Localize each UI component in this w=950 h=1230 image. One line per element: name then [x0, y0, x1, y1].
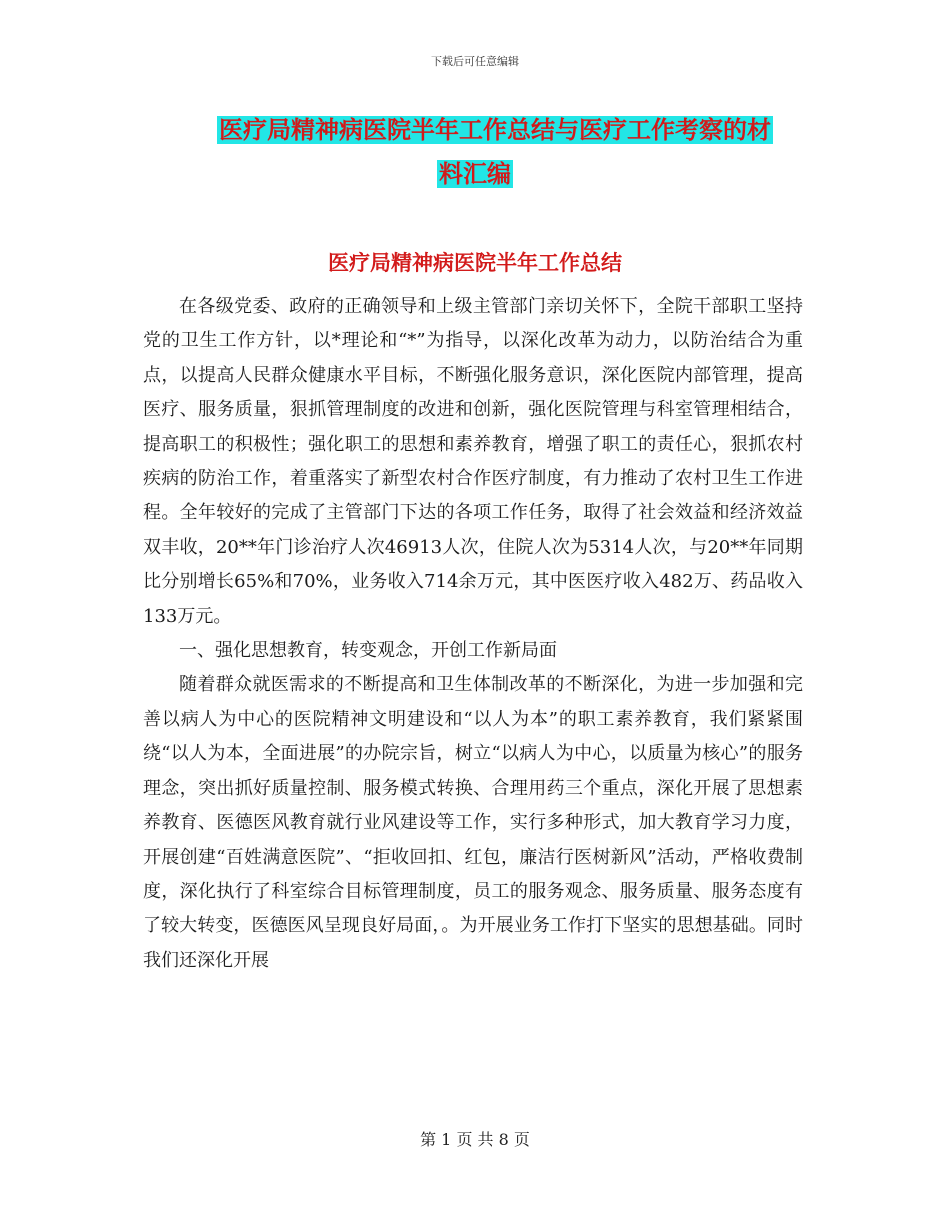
paragraph-heading-1: 一、强化思想教育，转变观念，开创工作新局面	[179, 640, 557, 662]
paragraph-2: 随着群众就医需求的不断提高和卫生体制改革的不断深化，为进一步加强和完善以病人为中心的医院精神文明建设和“以人为本”的职工素养教育，我们紧紧围绕“以人为本，全面进展”的办院宗旨，树立“以病人为中心，以质量为核心”的服务理念，突出抓好质量控制、服务模式转换、合理用药三个重点，深化开展了思想素养教育、医德医风教育就行业风建设等工作，实行多种形式，加大教育学习力度，开展创建“百姓满意医院”、“拒收回扣、红包，廉洁行医树新风”活动，严格收费制度，深化执行了科室综合目标管理制度，员工的服务观念、服务质量、服务态度有了较大转变，医德医风呈现良好局面，。为开展业务工作打下坚实的思想基础。同时我们还深化开展	[143, 674, 803, 971]
document-title-line-1: 医疗局精神病医院半年工作总结与医疗工作考察的材	[219, 116, 771, 144]
page-header-note: 下载后可任意编辑	[431, 55, 519, 68]
document-title	[0, 108, 950, 196]
document-title-line-2: 料汇编	[439, 160, 511, 188]
page-number: 第 1 页 共 8 页	[420, 1130, 530, 1149]
section-title: 医疗局精神病医院半年工作总结	[328, 251, 622, 275]
paragraph-intro: 在各级党委、政府的正确领导和上级主管部门亲切关怀下，全院干部职工坚持党的卫生工作方针，以*理论和“*”为指导，以深化改革为动力，以防治结合为重点，以提高人民群众健康水平目标，不断强化服务意识，深化医院内部管理，提高医疗、服务质量，狠抓管理制度的改进和创新，强化医院管理与科室管理相结合，提高职工的积极性；强化职工的思想和素养教育，增强了职工的责任心，狠抓农村疾病的防治工作，着重落实了新型农村合作医疗制度，有力推动了农村卫生工作进程。全年较好的完成了主管部门下达的各项工作任务，取得了社会效益和经济效益双丰收，20**年门诊治疗人次46913人次，住院人次为5314人次，与20**年同期比分别增长65%和70%，业务收入714余万元，其中医医疗收入482万、药品收入133万元。	[143, 296, 803, 627]
document-body	[143, 290, 803, 978]
